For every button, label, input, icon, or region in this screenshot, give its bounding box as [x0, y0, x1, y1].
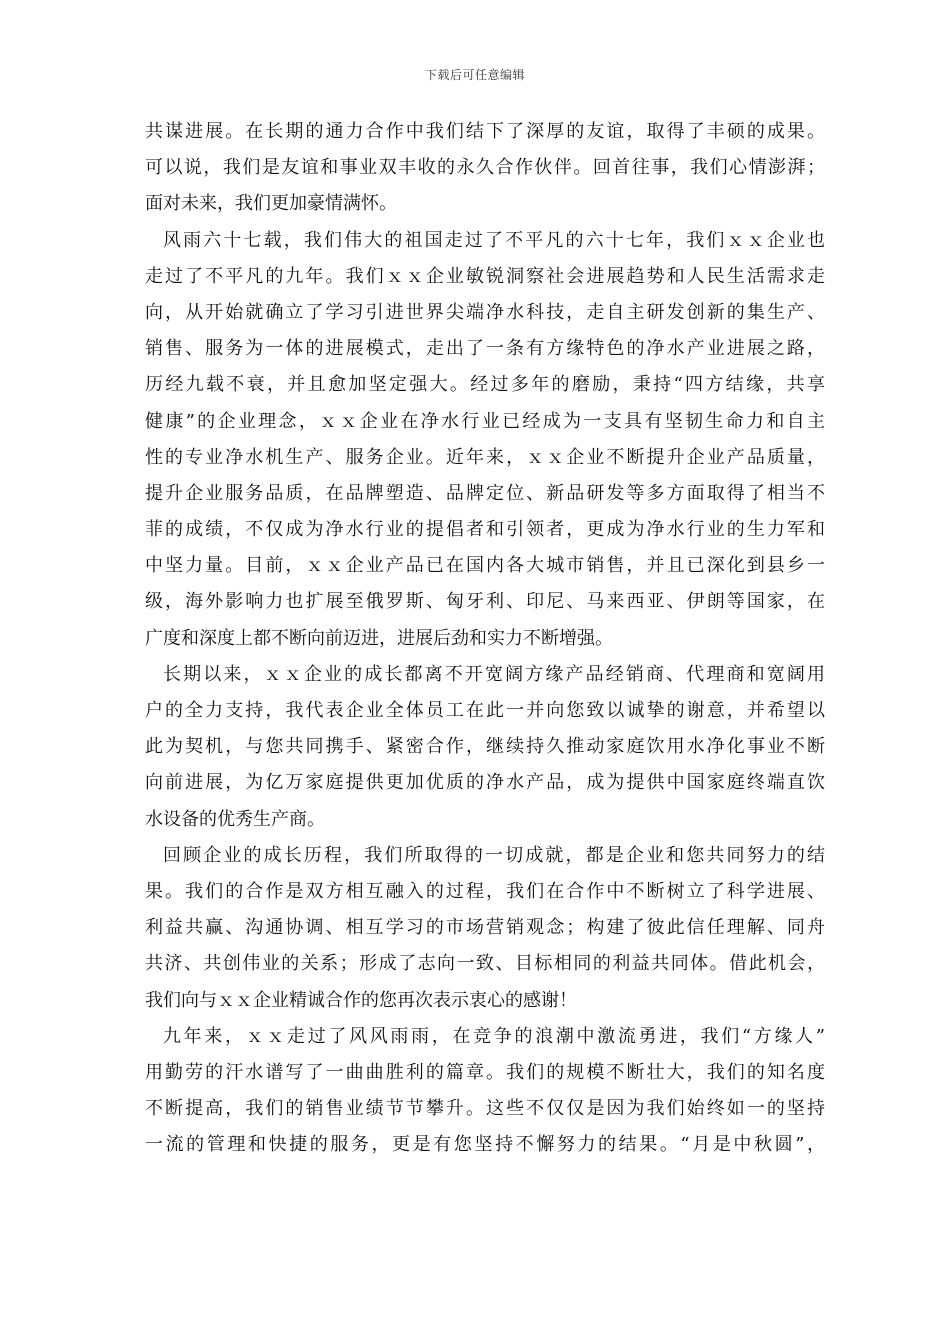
text-line: 风雨六十七载，我们伟大的祖国走过了不平凡的六十七年，我们ｘｘ企业也	[163, 229, 825, 251]
text-line: 用勤劳的汗水谱写了一曲曲胜利的篇章。我们的规模不断壮大，我们的知名度	[145, 1061, 825, 1083]
text-line: 果。我们的合作是双方相互融入的过程，我们在合作中不断树立了科学进展、	[145, 880, 825, 902]
text-line: 共济、共创伟业的关系；形成了志向一致、目标相同的利益共同体。借此机会，	[145, 953, 825, 975]
text-line: 不断提高，我们的销售业绩节节攀升。这些不仅仅是因为我们始终如一的坚持	[145, 1098, 825, 1120]
text-line: 利益共赢、沟通协调、相互学习的市场营销观念；构建了彼此信任理解、同舟	[145, 917, 825, 939]
text-line: 九年来，ｘｘ走过了风风雨雨，在竞争的浪潮中激流勇进，我们“方缘人”	[163, 1025, 825, 1047]
text-line: 长期以来，ｘｘ企业的成长都离不开宽阔方缘产品经销商、代理商和宽阔用	[163, 663, 825, 685]
text-line: 我们向与ｘｘ企业精诚合作的您再次表示衷心的感谢！	[145, 989, 577, 1011]
text-line: 向前进展，为亿万家庭提供更加优质的净水产品，成为提供中国家庭终端直饮	[145, 772, 825, 794]
text-line: 性的专业净水机生产、服务企业。近年来，ｘｘ企业不断提升企业产品质量，	[145, 446, 825, 468]
text-line: 共谋进展。在长期的通力合作中我们结下了深厚的友谊，取得了丰硕的成果。	[145, 121, 825, 142]
text-line: 销售、服务为一体的进展模式，走出了一条有方缘特色的净水产业进展之路，	[145, 338, 825, 360]
text-line: 级，海外影响力也扩展至俄罗斯、匈牙利、印尼、马来西亚、伊朗等国家，在	[145, 591, 825, 613]
text-line: 历经九载不衰，并且愈加坚定强大。经过多年的磨励，秉持“四方结缘，共享	[145, 374, 825, 396]
text-line: 面对未来，我们更加豪情满怀。	[145, 193, 397, 215]
text-line: 广度和深度上都不断向前迈进，进展后劲和实力不断增强。	[145, 627, 613, 649]
page-header: 下载后可任意编辑	[424, 68, 525, 82]
text-line: 向，从开始就确立了学习引进世界尖端净水科技，走自主研发创新的集生产、	[145, 301, 825, 323]
text-line: 提升企业服务品质，在品牌塑造、品牌定位、新品研发等多方面取得了相当不	[145, 482, 825, 504]
text-line: 回顾企业的成长历程，我们所取得的一切成就，都是企业和您共同努力的结	[163, 844, 825, 866]
text-line: 此为契机，与您共同携手、紧密合作，继续持久推动家庭饮用水净化事业不断	[145, 736, 825, 758]
document-body	[145, 114, 825, 1163]
text-line: 健康”的企业理念，ｘｘ企业在净水行业已经成为一支具有坚韧生命力和自主	[145, 410, 825, 432]
text-line: 菲的成绩，不仅成为净水行业的提倡者和引领者，更成为净水行业的生力军和	[145, 519, 825, 541]
text-line: 户的全力支持，我代表企业全体员工在此一并向您致以诚挚的谢意，并希望以	[145, 700, 825, 721]
text-line: 一流的管理和快捷的服务，更是有您坚持不懈努力的结果。“月是中秋圆”，	[145, 1134, 825, 1156]
text-line: 中坚力量。目前，ｘｘ企业产品已在国内各大城市销售，并且已深化到县乡一	[145, 555, 825, 577]
text-line: 水设备的优秀生产商。	[145, 808, 325, 830]
text-line: 可以说，我们是友谊和事业双丰收的永久合作伙伴。回首往事，我们心情澎湃；	[145, 157, 825, 179]
text-line: 走过了不平凡的九年。我们ｘｘ企业敏锐洞察社会进展趋势和人民生活需求走	[145, 265, 825, 287]
